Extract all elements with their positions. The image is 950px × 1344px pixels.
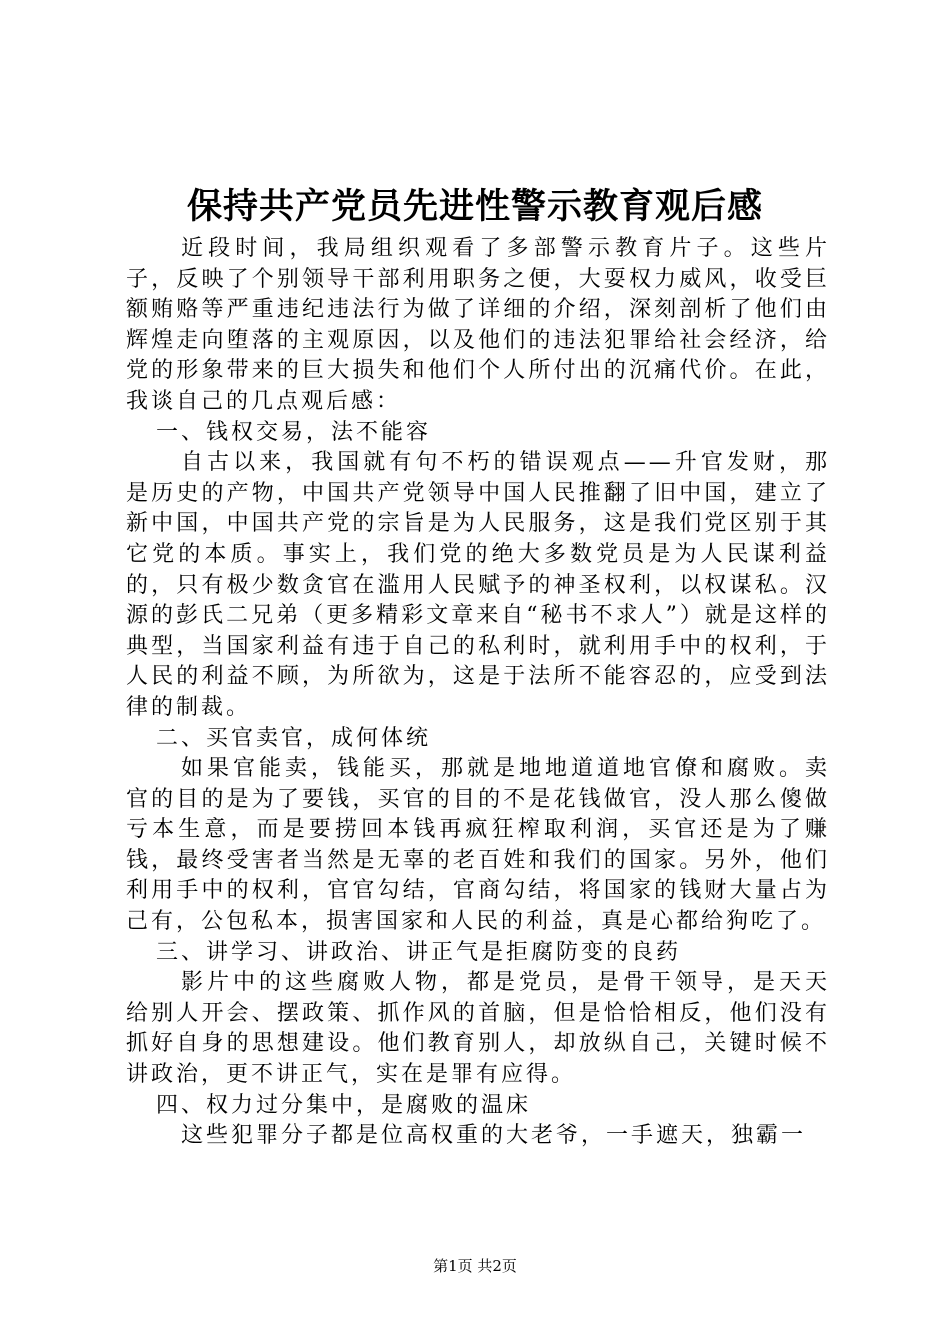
page-number-footer: 第1页 共2页 xyxy=(433,1257,517,1275)
section-heading: 一、钱权交易，法不能容 xyxy=(156,419,432,445)
body-paragraph: 影片中的这些腐败人物，都是党员，是骨干领导，是天天给别人开会、摆政策、抓作风的首脑，但是恰恰相反，他们没有抓好自身的思想建设。他们教育别人，却放纵自己，关键时候不讲政治，更不讲正气，实在是罪有应得。 xyxy=(126,970,830,1088)
body-paragraph: 自古以来，我国就有句不朽的错误观点——升官发财，那是历史的产物，中国共产党领导中国人民推翻了旧中国，建立了新中国，中国共产党的宗旨是为人民服务，这是我们党区别于其它党的本质。事实上，我们党的绝大多数党员是为人民谋利益的，只有极少数贪官在滥用人民赋予的神圣权利，以权谋私。汉源的彭氏二兄弟（更多精彩文章来自“秘书不求人”）就是这样的典型，当国家利益有违于自己的私利时，就利用手中的权利，于人民的利益不顾，为所欲为，这是于法所不能容忍的，应受到法律的制裁。 xyxy=(126,450,830,720)
body-paragraph: 如果官能卖，钱能买，那就是地地道道地官僚和腐败。卖官的目的是为了要钱，买官的目的不是花钱做官，没人那么傻做亏本生意，而是要捞回本钱再疯狂榨取利润，买官还是为了赚钱，最终受害者当然是无辜的老百姓和我们的国家。另外，他们利用手中的权利，官官勾结，官商勾结，将国家的钱财大量占为己有，公包私本，损害国家和人民的利益，真是心都给狗吃了。 xyxy=(126,756,830,935)
section-heading: 二、买官卖官，成何体统 xyxy=(156,725,432,751)
document-body xyxy=(126,234,830,1152)
body-paragraph: 近段时间，我局组织观看了多部警示教育片子。这些片子，反映了个别领导干部利用职务之便，大耍权力威风，收受巨额贿赂等严重违纪违法行为做了详细的介绍，深刻剖析了他们由辉煌走向堕落的主观原因，以及他们的违法犯罪给社会经济，给党的形象带来的巨大损失和他们个人所付出的沉痛代价。在此，我谈自己的几点观后感： xyxy=(126,236,830,414)
section-heading: 三、讲学习、讲政治、讲正气是拒腐防变的良药 xyxy=(156,939,682,965)
section-heading: 四、权力过分集中，是腐败的温床 xyxy=(156,1092,532,1118)
document-title: 保持共产党员先进性警示教育观后感 xyxy=(186,186,763,227)
body-paragraph: 这些犯罪分子都是位高权重的大老爷，一手遮天，独霸一 xyxy=(181,1123,807,1149)
